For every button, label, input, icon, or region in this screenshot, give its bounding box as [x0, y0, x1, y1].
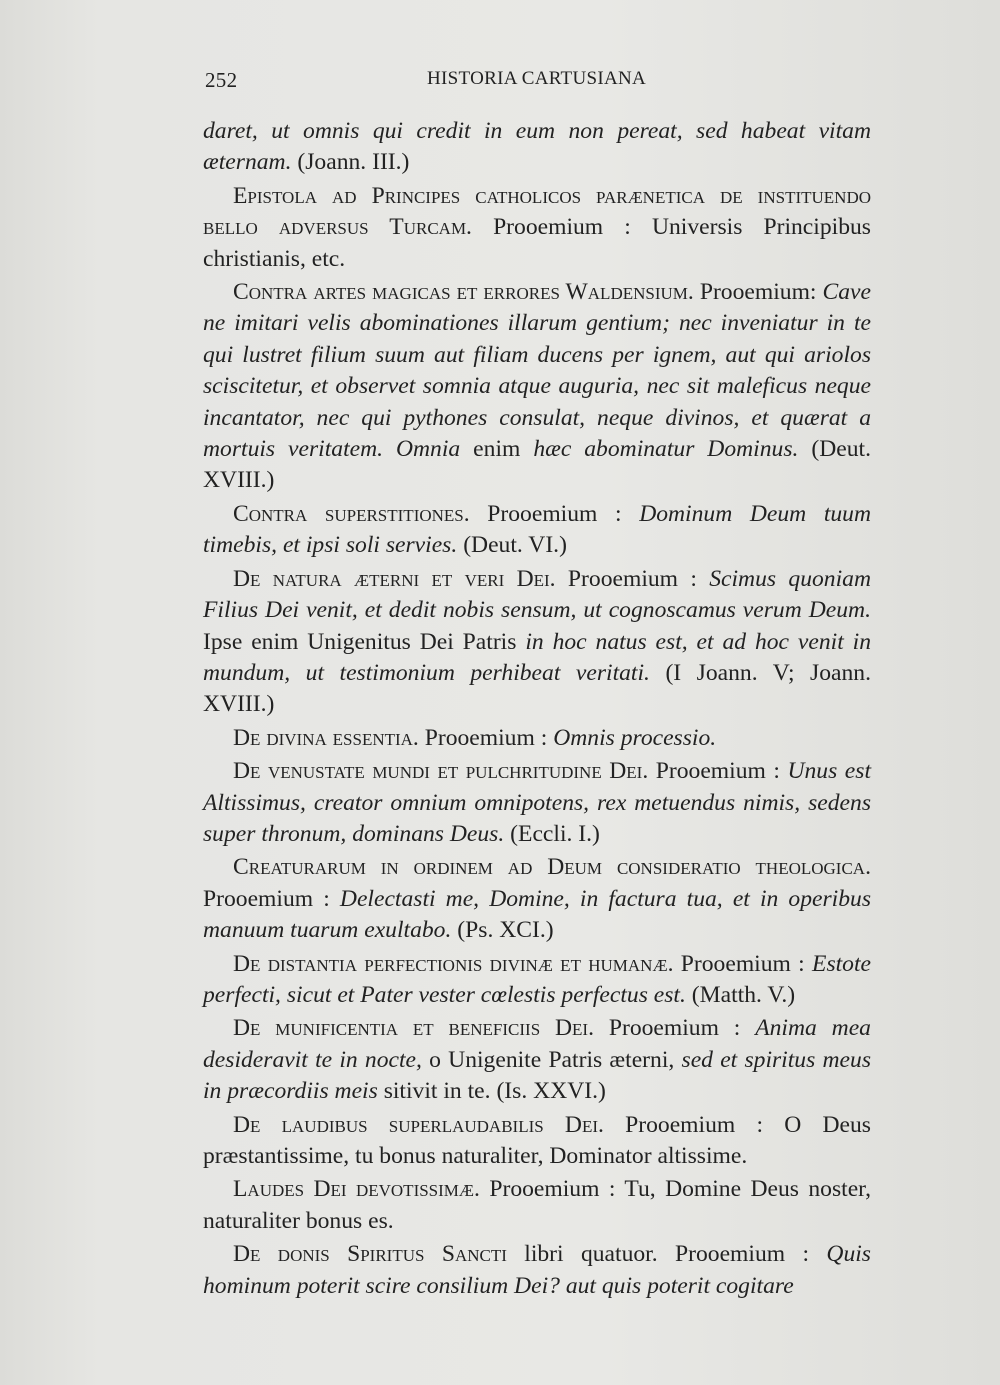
entry-quote: Unus est Altissimus, creator omnium omnipotens, rex metuendus nimis, sedens super thronum, dominans Deus.: [203, 758, 872, 847]
entry-contra-artes: [203, 277, 871, 497]
entry-label: Prooemium :: [675, 1241, 810, 1268]
entry-title: Epistola ad Principes catholicos parænetica de instituendo bello adversus Turcam.: [203, 182, 871, 241]
entry-contra-superstitiones: [203, 499, 871, 562]
entry-laudes-dei: [203, 1174, 871, 1237]
entry-quote-2: sed et spiritus meus in præcordiis meis: [203, 1046, 871, 1105]
entry-title: De venustate mundi et pulchritudine Dei.: [233, 758, 649, 785]
entry-continuation: [203, 116, 871, 179]
entry-reference: (I Joann. V; Joann. XVIII.): [203, 659, 871, 718]
entry-label: Prooemium :: [680, 950, 805, 977]
entry-title: Laudes Dei devotissimæ.: [233, 1176, 480, 1203]
entry-label: Prooemium :: [655, 758, 780, 785]
entry-reference: (Ps. XCI.): [457, 917, 554, 944]
entry-creaturarum: [203, 852, 871, 946]
entry-title: De distantia perfectionis divinæ et humanæ.: [233, 950, 674, 977]
entry-quote: Anima mea desideravit te in nocte,: [203, 1015, 871, 1073]
entry-label: Prooemium :: [567, 565, 697, 592]
entry-de-distantia: [203, 949, 871, 1012]
entry-body: Tu, Domine Deus noster, naturaliter bonus es.: [203, 1176, 871, 1234]
entry-reference: (Joann. III.): [297, 149, 410, 176]
entry-quote: Omnis processio.: [553, 724, 717, 751]
entry-label: Prooemium :: [203, 885, 330, 912]
entry-title: De donis Spiritus Sancti: [233, 1241, 507, 1268]
entry-de-divina-essentia: [203, 723, 871, 754]
entry-label: Prooemium :: [493, 214, 631, 241]
page-number: 252: [205, 68, 238, 92]
entry-title: Contra artes magicas et errores Waldensium.: [233, 279, 694, 306]
entry-quote: Delectasti me, Domine, in factura tua, et in operibus manuum tuarum exultabo.: [203, 885, 872, 944]
entry-epistola: [203, 181, 871, 275]
entry-reference: (Eccli. I.): [510, 820, 600, 847]
entry-label: Prooemium:: [699, 279, 817, 306]
entry-quote: Scimus quoniam Filius Dei venit, et dedit nobis sensum, ut cognoscamus verum Deum.: [203, 565, 871, 624]
entry-title: Contra superstitiones.: [233, 500, 470, 527]
page-body: [203, 116, 871, 1302]
entry-quote: daret, ut omnis qui credit in eum non pereat, sed habeat vitam æternam.: [203, 118, 871, 176]
entry-body: o Unigenite Patris æterni,: [429, 1046, 675, 1073]
entry-label: Prooemium :: [608, 1015, 741, 1042]
entry-quote-2: in hoc natus est, et ad hoc venit in mundum, ut testimonium perhibeat veritati.: [203, 628, 872, 686]
entry-quote-2: hæc abominatur Dominus.: [533, 436, 799, 463]
entry-quote: Cave ne imitari velis abominationes illarum gentium; nec inveniatur in te qui lustret filium suum aut filiam ducens per ignem, aut qui ariolos sciscitetur, et observet somnia atque auguria, nec sit maleficus neque incantator, nec qui pythones consulat, neque divinos, et quærat a mortuis veritatem. Omnia: [203, 279, 871, 463]
entry-quote: Quis hominum poterit scire consilium Dei? aut quis poterit cogitare: [203, 1241, 871, 1299]
entry-body: libri quatuor.: [524, 1241, 658, 1268]
entry-de-venustate: [203, 756, 871, 850]
entry-label: Prooemium :: [424, 724, 548, 751]
entry-de-natura: [203, 564, 871, 721]
entry-title: De divina essentia.: [233, 724, 419, 751]
entry-body: Ipse enim Unigenitus Dei Patris: [203, 628, 517, 655]
entry-de-munificentia: [203, 1013, 871, 1107]
entry-body: enim: [473, 436, 521, 463]
entry-label: Prooemium :: [489, 1176, 616, 1203]
entry-reference: (Is. XXVI.): [496, 1078, 606, 1105]
entry-title: De laudibus superlaudabilis Dei.: [233, 1111, 604, 1138]
entry-label: Prooemium :: [625, 1111, 763, 1138]
entry-reference: (Matth. V.): [691, 981, 796, 1008]
entry-body: O Deus præstantissime, tu bonus naturaliter, Dominator altissime.: [203, 1111, 871, 1169]
entry-quote: Estote perfecti, sicut et Pater vester cœlestis perfectus est.: [203, 950, 872, 1008]
entry-reference: (Deut. XVIII.): [203, 436, 871, 494]
entry-label: Prooemium :: [487, 500, 622, 527]
entry-quote: Dominum Deum tuum timebis, et ipsi soli servies.: [203, 500, 872, 559]
entry-de-laudibus: [203, 1110, 871, 1173]
entry-reference: (Deut. VI.): [463, 532, 567, 559]
entry-body: Universis Principibus christianis, etc.: [203, 214, 871, 272]
entry-title: De natura æterni et veri Dei.: [233, 565, 556, 592]
entry-body-2: sitivit in te.: [383, 1078, 491, 1105]
entry-title: Creaturarum in ordinem ad Deum consideratio theologica.: [233, 854, 871, 881]
entry-title: De munificentia et beneficiis Dei.: [233, 1015, 594, 1042]
entry-de-donis: [203, 1239, 871, 1302]
running-title: HISTORIA CARTUSIANA: [427, 68, 647, 89]
